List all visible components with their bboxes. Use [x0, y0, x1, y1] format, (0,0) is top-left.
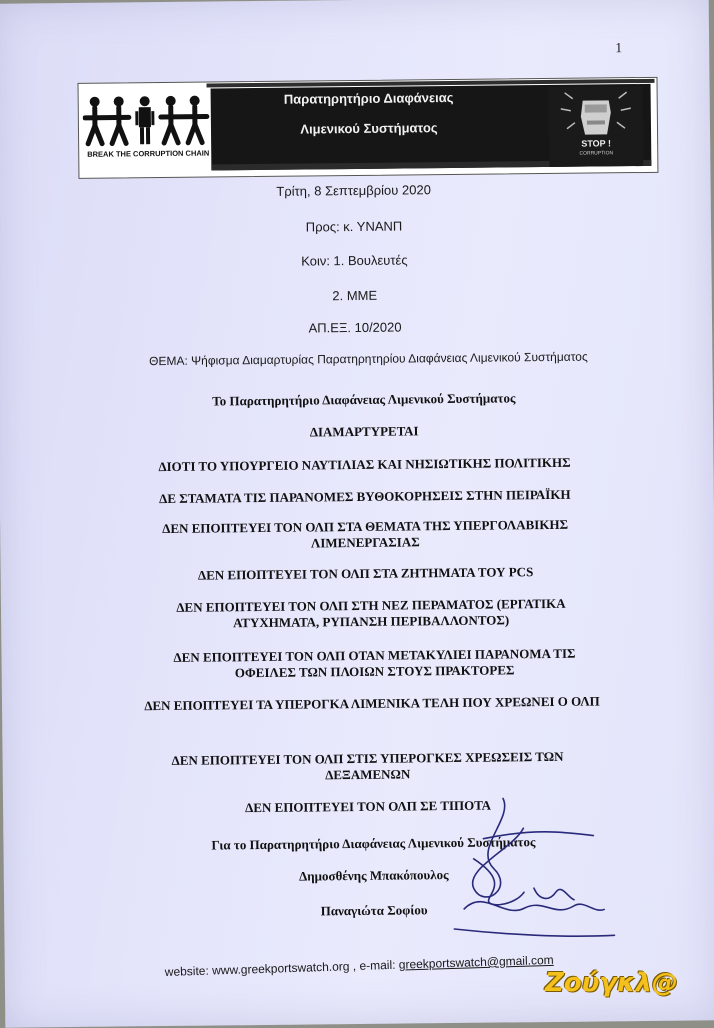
cc-line-1: Κοιν: 1. Βουλευτές [0, 249, 711, 271]
recipient: Προς: κ. ΥΝΑΝΠ [0, 215, 711, 237]
protest-item: ΔΕΝ ΕΠΟΠΤΕΥΕΙ ΤΟΝ ΟΛΠ ΣΤΑ ΖΗΤΗΜΑΤΑ ΤΟΥ PCS [101, 563, 631, 585]
protest-item: ΔΕΝ ΕΠΟΠΤΕΥΕΙ ΤΟΝ ΟΛΠ ΣΕ ΤΙΠΟΤΑ [103, 796, 633, 818]
letter-date: Τρίτη, 8 Σεπτεμβρίου 2020 [0, 179, 711, 201]
cc-line-2: 2. ΜΜΕ [0, 284, 712, 306]
reference-number: ΑΠ.ΕΞ. 10/2020 [0, 316, 712, 338]
protest-item: ΔΕΝ ΕΠΟΠΤΕΥΕΙ ΤΟΝ ΟΛΠ ΣΤΙΣ ΥΠΕΡΟΓΚΕΣ ΧΡΕΩΣΕΙΣ ΤΩΝ ΔΕΞΑΜΕΝΩΝ [143, 749, 593, 786]
signatory-2: Παναγιώτα Σοφίου [154, 901, 594, 922]
intro-line: Το Παρατηρητήριο Διαφάνειας Λιμενικού Συστήματος [99, 389, 629, 411]
protest-heading: ΔΙΑΜΑΡΤΥΡΕΤΑΙ [99, 421, 629, 443]
protest-item: ΔΕΝ ΕΠΟΠΤΕΥΕΙ ΤΟΝ ΟΛΠ ΣΤΑ ΘΕΜΑΤΑ ΤΗΣ ΥΠΕΡΓΟΛΑΒΙΚΗΣ ΛΙΜΕΝΕΡΓΑΣΙΑΣ [150, 517, 580, 554]
protest-item: ΔΕ ΣΤΑΜΑΤΑ ΤΙΣ ΠΑΡΑΝΟΜΕΣ ΒΥΘΟΚΟΡΗΣΕΙΣ ΣΤΗΝ ΠΕΙΡΑΪΚΗ [100, 486, 630, 508]
signatory-1: Δημοσθένης Μπακόπουλος [154, 866, 594, 887]
handwritten-signature [443, 787, 625, 949]
footer-website: website: www.greekportswatch.org , e-mail: [165, 958, 399, 979]
people-chain-icon [83, 92, 214, 147]
protest-item: ΔΕΝ ΕΠΟΠΤΕΥΕΙ ΤΑ ΥΠΕΡΟΓΚΑ ΛΙΜΕΝΙΚΑ ΤΕΛΗ ΠΟΥ ΧΡΕΩΝΕΙ Ο ΟΛΠ [127, 693, 617, 714]
protest-item: ΔΕΝ ΕΠΟΠΤΕΥΕΙ ΤΟΝ ΟΛΠ ΣΤΗ ΝΕΖ ΠΕΡΑΜΑΤΟΣ (ΕΡΓΑΤΙΚΑ ΑΤΥΧΗΜΑΤΑ, ΡΥΠΑΝΣΗ ΠΕΡΙΒΑΛΛΟΝΤΟΣ) [151, 596, 591, 633]
protest-item: ΔΙΟΤΙ ΤΟ ΥΠΟΥΡΓΕΙΟ ΝΑΥΤΙΛΙΑΣ ΚΑΙ ΝΗΣΙΩΤΙΚΗΣ ΠΟΛΙΤΙΚΗΣ [99, 454, 629, 476]
signoff-for: Για το Παρατηρητήριο Διαφάνειας Λιμενικού Συστήματος [153, 834, 593, 855]
corruption-label: CORRUPTION [549, 150, 643, 157]
stop-corruption-logo [549, 86, 644, 167]
break-chain-logo [83, 92, 214, 165]
logo-tagline: BREAK THE CORRUPTION CHAIN [83, 148, 213, 158]
letterhead-banner [77, 77, 658, 179]
subject-line: ΘΕΜΑ: Ψήφισμα Διαμαρτυρίας Παρατηρητηρίου Διαφάνειας Λιμενικού Συστήματος [98, 349, 638, 369]
stop-label: STOP ! [549, 138, 643, 149]
footer-email-link[interactable]: greekportswatch@gmail.com [399, 953, 554, 972]
watermark-logo: Ζούγκλ@ [545, 968, 678, 998]
org-name-line1: Παρατηρητήριο Διαφάνειας [239, 89, 499, 107]
org-name-line2: Λιμενικού Συστήματος [239, 119, 499, 137]
protest-item: ΔΕΝ ΕΠΟΠΤΕΥΕΙ ΤΟΝ ΟΛΠ ΟΤΑΝ ΜΕΤΑΚΥΛΙΕΙ ΠΑΡΑΝΟΜΑ ΤΙΣ ΟΦΕΙΛΕΣ ΤΩΝ ΠΛΟΙΩΝ ΣΤΟΥΣ ΠΡΑΚΤΟΡΕΣ [149, 645, 599, 682]
page-number: 1 [615, 41, 622, 57]
